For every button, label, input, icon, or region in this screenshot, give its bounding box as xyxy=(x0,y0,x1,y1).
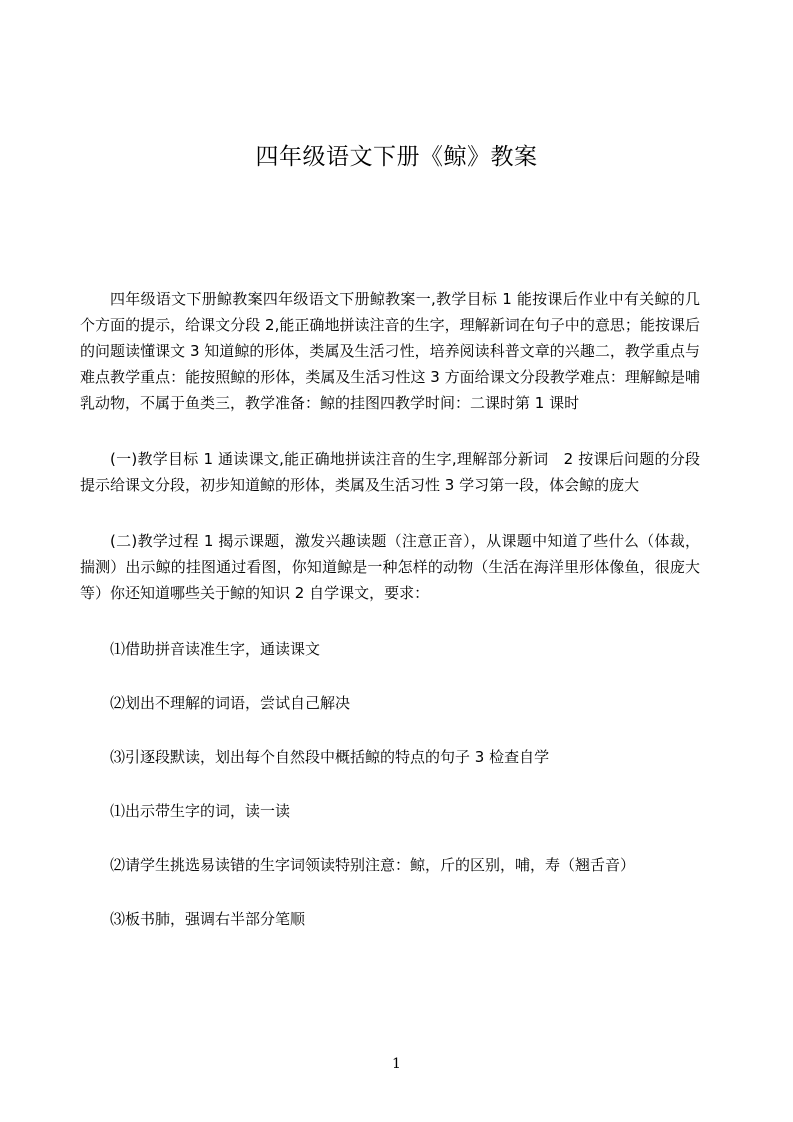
list-item: ⑶板书肺，强调右半部分笔顺 xyxy=(110,910,306,928)
list-item: ⑵请学生挑选易读错的生字词领读特别注意：鲸，斤的区别，哺，寿（翘舌音） xyxy=(110,856,636,874)
list-item: ⑴借助拼音读准生字，通读课文 xyxy=(110,640,321,658)
list-item: ⑵划出不理解的词语，尝试自己解决 xyxy=(110,694,351,712)
paragraph-teaching-goals: (一)教学目标 1 通读课文,能正确地拼读注音的生字,理解部分新词 2 按课后问题的分段提示给课文分段，初步知道鲸的形体，类属及生活习性 3 学习第一段，体会鲸的庞大 xyxy=(80,450,700,494)
list-item: ⑴出示带生字的词，读一读 xyxy=(110,802,291,820)
page-number: 1 xyxy=(392,1056,401,1072)
document-body xyxy=(80,286,700,960)
document-title: 四年级语文下册《鲸》教案 xyxy=(255,144,538,170)
paragraph-intro: 四年级语文下册鲸教案四年级语文下册鲸教案一,教学目标 1 能按课后作业中有关鲸的几个方面的提示，给课文分段 2,能正确地拼读注音的生字，理解新词在句子中的意思；能按课后的问题读懂课文 3 知道鲸的形体，类属及生活刁性，培养阅读科普文章的兴趣二，教学重点与难点教学重点：能按照鲸的形体，类属及生活习性这 3 方面给课文分段教学难点：理解鲸是哺乳动物，不属于鱼类三，教学准备：鲸的挂图四教学时间：二课时第 1 课时 xyxy=(80,290,700,412)
paragraph-teaching-process: (二)教学过程 1 揭示课题，激发兴趣读题（注意正音），从课题中知道了些什么（体裁，揣测）出示鲸的挂图通过看图，你知道鲸是一种怎样的动物（生活在海洋里形体像鱼，很庞大等）你还知道哪些关于鲸的知识 2 自学课文，要求： xyxy=(80,532,700,602)
list-item: ⑶引逐段默读，划出每个自然段中概括鲸的特点的句子 3 检查自学 xyxy=(110,748,550,766)
